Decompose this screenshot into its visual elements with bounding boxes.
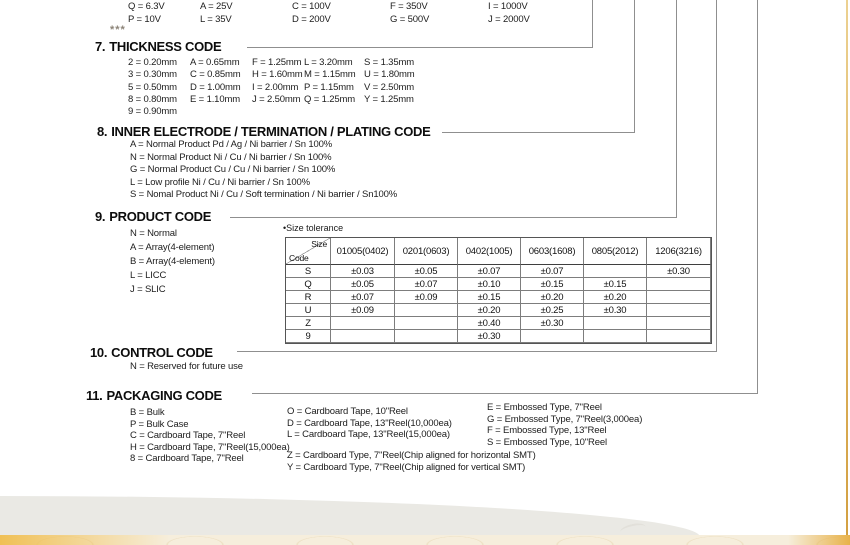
tolerance-cell: ±0.07	[395, 278, 458, 291]
leader-line-8-vertical	[634, 0, 635, 133]
tolerance-cell: ±0.07	[331, 291, 395, 304]
tolerance-cell: ±0.40	[458, 317, 521, 330]
thickness-value: 3 = 0.30mm	[128, 69, 177, 80]
tolerance-cell	[331, 317, 395, 330]
thickness-value: S = 1.35mm	[364, 57, 414, 68]
packaging-item: E = Embossed Type, 7"Reel	[487, 402, 602, 413]
electrode-code-item: L = Low profile Ni / Cu / Ni barrier / Sn 100%	[130, 176, 310, 188]
table-header-cell: 0402(1005)	[458, 238, 521, 265]
section-label: PRODUCT CODE	[109, 209, 212, 224]
voltage-code-value: J = 2000V	[488, 14, 530, 25]
tolerance-cell	[647, 304, 711, 317]
packaging-item: S = Embossed Type, 10"Reel	[487, 436, 607, 448]
tolerance-cell: ±0.30	[521, 317, 584, 330]
control-code-item: N = Reserved for future use	[130, 361, 243, 372]
control-code-list	[130, 361, 243, 373]
table-header-cell: 1206(3216)	[647, 238, 711, 265]
packaging-column-2b	[287, 450, 536, 475]
tolerance-cell: ±0.05	[331, 278, 395, 291]
voltage-code-value: I = 1000V	[488, 1, 528, 12]
row-code-cell: 9	[286, 330, 331, 343]
row-code-cell: S	[286, 265, 331, 278]
product-code-item: N = Normal	[130, 228, 177, 239]
thickness-row	[128, 57, 414, 68]
section-label: PACKAGING CODE	[106, 388, 222, 403]
voltage-code-value: L = 35V	[200, 14, 232, 25]
section-number: 9.	[95, 209, 106, 224]
tolerance-cell: ±0.09	[395, 291, 458, 304]
section-label: INNER ELECTRODE / TERMINATION / PLATING CODE	[111, 124, 431, 139]
section-9-title	[95, 209, 211, 224]
packaging-column-2	[287, 406, 452, 441]
thickness-value: C = 0.85mm	[190, 69, 241, 80]
voltage-code-value: C = 100V	[292, 1, 331, 12]
section-number: 7.	[95, 39, 106, 54]
section-label: THICKNESS CODE	[109, 39, 222, 54]
section-number: 8.	[97, 124, 108, 139]
electrode-code-item: N = Normal Product Ni / Cu / Ni barrier / Sn 100%	[130, 151, 332, 163]
tolerance-cell: ±0.07	[458, 265, 521, 278]
tolerance-cell: ±0.15	[521, 278, 584, 291]
tolerance-cell: ±0.30	[584, 304, 647, 317]
thickness-value: 8 = 0.80mm	[128, 94, 177, 105]
packaging-item: P = Bulk Case	[130, 418, 189, 430]
packaging-item: F = Embossed Type, 13"Reel	[487, 425, 607, 436]
tolerance-cell: ±0.07	[521, 265, 584, 278]
section-7-title	[95, 39, 221, 54]
tolerance-cell	[584, 330, 647, 343]
thickness-value: Q = 1.25mm	[304, 94, 356, 105]
tolerance-cell: ±0.20	[584, 291, 647, 304]
thickness-value: V = 2.50mm	[364, 82, 414, 93]
corner-code-label: Code	[289, 253, 309, 263]
tolerance-cell: ±0.05	[395, 265, 458, 278]
table-header-cell: 0603(1608)	[521, 238, 584, 265]
voltage-code-row	[128, 1, 528, 12]
packaging-column-1	[130, 407, 290, 465]
footnote-asterisks: ***	[110, 24, 126, 36]
voltage-code-value: Q = 6.3V	[128, 1, 165, 12]
thickness-value: H = 1.60mm	[252, 69, 303, 80]
tolerance-cell: ±0.30	[458, 330, 521, 343]
thickness-value: J = 2.50mm	[252, 94, 301, 105]
size-tolerance-caption: •Size tolerance	[283, 223, 344, 233]
thickness-value: 2 = 0.20mm	[128, 57, 177, 68]
leader-line-10-vertical	[716, 0, 717, 352]
voltage-code-row	[128, 14, 530, 25]
thickness-value: I = 2.00mm	[252, 82, 299, 93]
voltage-code-value: A = 25V	[200, 1, 233, 12]
packaging-item: L = Cardboard Tape, 13"Reel(15,000ea)	[287, 429, 450, 441]
page-accent-border	[846, 0, 848, 538]
tolerance-cell: ±0.09	[331, 304, 395, 317]
thickness-value: Y = 1.25mm	[364, 94, 414, 105]
voltage-code-value: P = 10V	[128, 14, 161, 25]
thickness-row	[128, 94, 414, 105]
leader-line-9-vertical	[676, 0, 677, 218]
tolerance-cell	[395, 317, 458, 330]
row-code-cell: U	[286, 304, 331, 317]
packaging-item: D = Cardboard Tape, 13"Reel(10,000ea)	[287, 417, 452, 429]
section-label: CONTROL CODE	[111, 345, 213, 360]
electrode-code-item: G = Normal Product Cu / Cu / Ni barrier / Sn 100%	[130, 164, 336, 175]
packaging-column-3	[487, 402, 642, 448]
packaging-item: G = Embossed Type, 7"Reel(3,000ea)	[487, 413, 643, 425]
section-11-title	[86, 388, 222, 403]
table-header-cell: 01005(0402)	[331, 238, 395, 265]
tolerance-cell: ±0.25	[521, 304, 584, 317]
leader-line-7-horizontal	[247, 47, 592, 48]
footer-swoosh	[0, 496, 700, 537]
thickness-value: U = 1.80mm	[364, 69, 415, 80]
product-code-item: L = LICC	[130, 270, 167, 281]
packaging-item: 8 = Cardboard Tape, 7"Reel	[130, 453, 244, 465]
thickness-value: A = 0.65mm	[190, 57, 240, 68]
thickness-value: F = 1.25mm	[252, 57, 302, 68]
tolerance-cell	[647, 278, 711, 291]
tolerance-cell	[647, 330, 711, 343]
table-header-cell: 0201(0603)	[395, 238, 458, 265]
row-code-cell: Z	[286, 317, 331, 330]
tolerance-cell: ±0.30	[647, 265, 711, 278]
footer-gold-gradient-right	[788, 535, 850, 545]
leader-line-7-vertical	[592, 0, 593, 48]
tolerance-cell	[584, 265, 647, 278]
row-code-cell: Q	[286, 278, 331, 291]
section-number: 11.	[86, 388, 103, 403]
tolerance-cell: ±0.10	[458, 278, 521, 291]
tolerance-cell: ±0.15	[458, 291, 521, 304]
tolerance-cell	[584, 317, 647, 330]
packaging-item: Y = Cardboard Type, 7"Reel(Chip aligned for vertical SMT)	[287, 462, 526, 474]
thickness-value: 5 = 0.50mm	[128, 82, 177, 93]
thickness-row	[128, 106, 190, 117]
tolerance-cell	[647, 317, 711, 330]
voltage-code-value: D = 200V	[292, 14, 331, 25]
leader-line-10-horizontal	[237, 351, 716, 352]
product-code-item: A = Array(4-element)	[130, 242, 215, 253]
packaging-item: H = Cardboard Tape, 7"Reel(15,000ea)	[130, 441, 290, 453]
voltage-code-value: G = 500V	[390, 14, 430, 25]
thickness-value: D = 1.00mm	[190, 82, 241, 93]
tolerance-cell: ±0.20	[458, 304, 521, 317]
tolerance-cell: ±0.15	[584, 278, 647, 291]
tolerance-cell: ±0.20	[521, 291, 584, 304]
thickness-row	[128, 82, 414, 93]
electrode-code-list	[130, 139, 397, 202]
footer-gold-gradient-left	[0, 535, 170, 545]
voltage-code-value: F = 350V	[390, 1, 428, 12]
size-tolerance-table	[285, 237, 712, 344]
section-number: 10.	[90, 345, 108, 360]
electrode-code-item: A = Normal Product Pd / Ag / Ni barrier / Sn 100%	[130, 139, 333, 150]
leader-line-11-vertical	[757, 0, 758, 394]
thickness-value: M = 1.15mm	[304, 69, 356, 80]
tolerance-cell	[521, 330, 584, 343]
tolerance-cell: ±0.03	[331, 265, 395, 278]
product-code-item: B = Array(4-element)	[130, 256, 215, 267]
leader-line-9-horizontal	[230, 217, 676, 218]
packaging-item: O = Cardboard Tape, 10"Reel	[287, 406, 408, 417]
tolerance-cell	[395, 330, 458, 343]
row-code-cell: R	[286, 291, 331, 304]
table-header-cell: 0805(2012)	[584, 238, 647, 265]
packaging-item: Z = Cardboard Type, 7"Reel(Chip aligned for horizontal SMT)	[287, 450, 536, 461]
electrode-code-item: S = Nomal Product Ni / Cu / Soft termination / Ni barrier / Sn100%	[130, 189, 398, 200]
packaging-item: C = Cardboard Tape, 7"Reel	[130, 430, 246, 442]
leader-line-8-horizontal	[442, 132, 634, 133]
tolerance-cell	[647, 291, 711, 304]
thickness-value: E = 1.10mm	[190, 94, 240, 105]
product-code-item: J = SLIC	[130, 284, 166, 295]
section-10-title	[90, 345, 213, 360]
tolerance-cell	[331, 330, 395, 343]
thickness-row	[128, 69, 415, 80]
thickness-value: 9 = 0.90mm	[128, 106, 177, 117]
thickness-value: P = 1.15mm	[304, 82, 354, 93]
product-code-list	[130, 227, 215, 297]
packaging-item: B = Bulk	[130, 407, 165, 418]
thickness-value: L = 3.20mm	[304, 57, 353, 68]
table-corner-cell	[286, 238, 331, 265]
corner-size-label: Size	[311, 239, 327, 249]
leader-line-11-horizontal	[252, 393, 757, 394]
section-8-title	[97, 124, 431, 139]
tolerance-cell	[395, 304, 458, 317]
